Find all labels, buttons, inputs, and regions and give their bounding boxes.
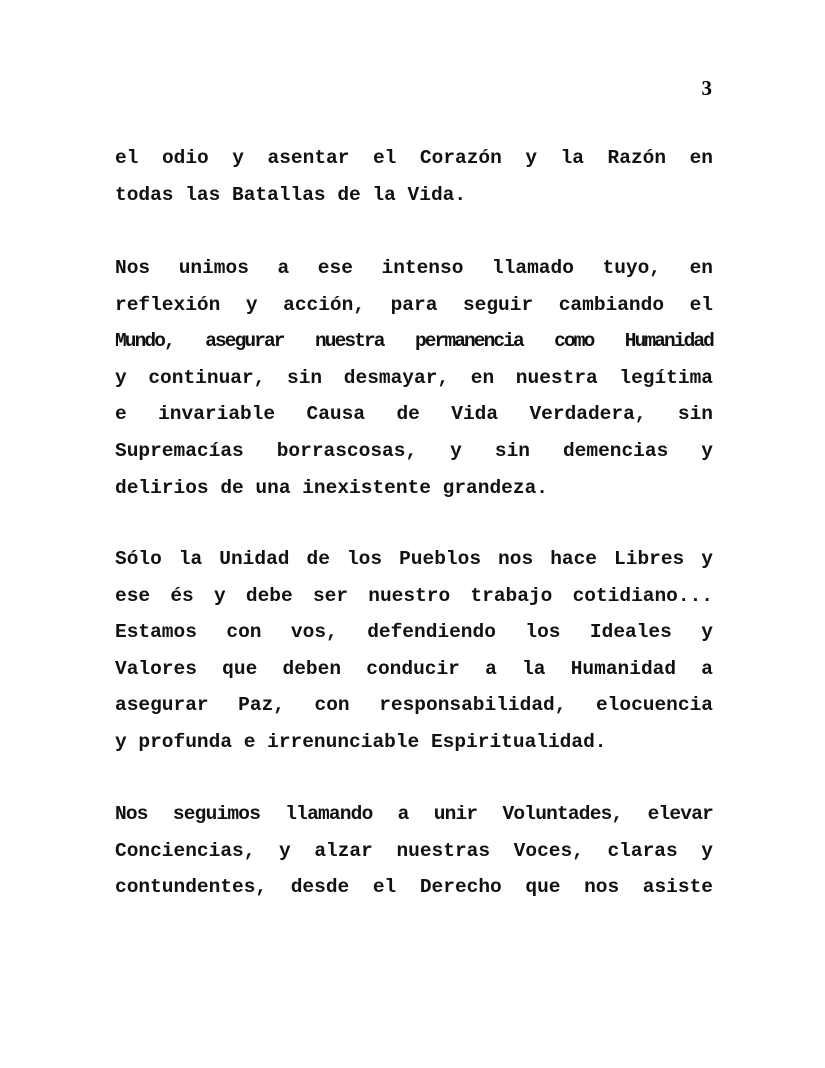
paragraph-3 — [115, 541, 713, 761]
text-line: Nos unimos a ese intenso llamado tuyo, en — [115, 257, 713, 279]
text-line: asegurar Paz, con responsabilidad, elocuencia — [115, 694, 713, 717]
text-line: Sólo la Unidad de los Pueblos nos hace Libres y — [115, 548, 713, 570]
text-line: todas las Batallas de la Vida. — [115, 183, 467, 206]
page-number: 3 — [701, 76, 712, 100]
text-line: Conciencias, y alzar nuestras Voces, claras y — [115, 839, 713, 862]
paragraph-1 — [115, 140, 713, 213]
text-line: e invariable Causa de Vida Verdadera, sin — [115, 403, 713, 426]
text-line: y continuar, sin desmayar, en nuestra legítima — [115, 366, 713, 389]
text-line: el odio y asentar el Corazón y la Razón en — [115, 147, 713, 169]
paragraph-4 — [115, 796, 713, 906]
text-line: ese és y debe ser nuestro trabajo cotidiano... — [115, 584, 713, 607]
text-line: Supremacías borrascosas, y sin demencias y — [115, 439, 713, 462]
text-line: Valores que deben conducir a la Humanidad a — [115, 657, 713, 680]
paragraph-2 — [115, 250, 713, 506]
text-line: Nos seguimos llamando a unir Voluntades, elevar — [115, 803, 713, 825]
text-line: reflexión y acción, para seguir cambiando el — [115, 293, 713, 316]
text-line: contundentes, desde el Derecho que nos asiste — [115, 876, 713, 899]
text-line: y profunda e irrenunciable Espiritualidad. — [115, 730, 607, 753]
text-line: delirios de una inexistente grandeza. — [115, 476, 548, 499]
text-line: Estamos con vos, defendiendo los Ideales y — [115, 621, 713, 644]
text-line: Mundo, asegurar nuestra permanencia como Humanidad — [115, 330, 713, 353]
